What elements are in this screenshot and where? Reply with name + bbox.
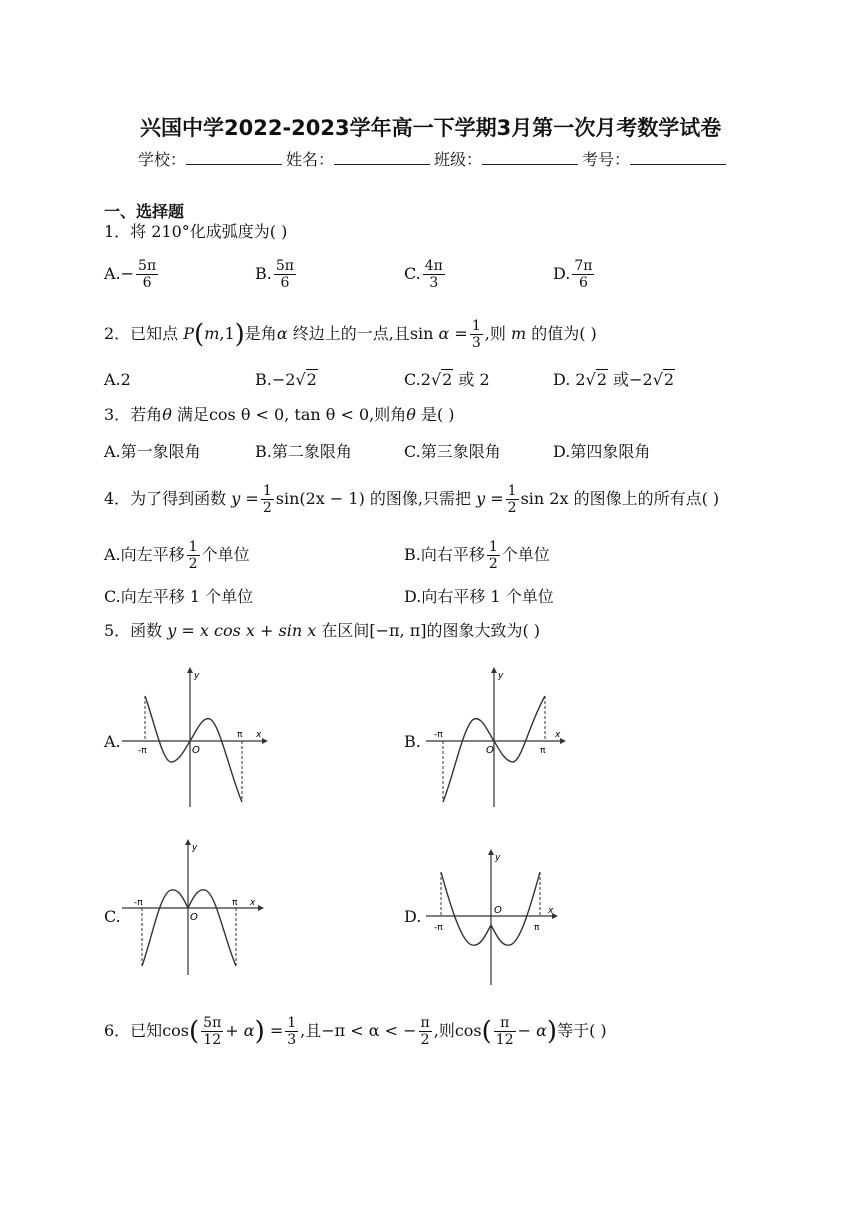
svg-text:x: x: [256, 730, 262, 740]
q2-option-d[interactable]: D. 2√2 或−2√2: [553, 370, 675, 389]
svg-text:π: π: [237, 730, 243, 740]
q5-option-d-label[interactable]: D.: [404, 907, 422, 926]
q2-option-b[interactable]: B.−2√2: [255, 370, 317, 389]
class-blank[interactable]: [482, 150, 578, 165]
svg-text:y: y: [192, 843, 198, 853]
q1-option-c[interactable]: C. $\frac{4\pi}{3}$: [404, 258, 443, 291]
svg-text:-π: -π: [134, 898, 143, 908]
name-blank[interactable]: [334, 150, 430, 165]
svg-text:π: π: [540, 746, 546, 756]
svg-text:-π: -π: [434, 923, 443, 933]
svg-text:π: π: [232, 898, 238, 908]
question-2-stem: 2．已知点 P(m,1)是角α 终边上的一点,且sin α = $\frac{1}{3}$ ,则 m 的值为( ): [104, 318, 597, 351]
q5-graph-d[interactable]: [424, 848, 574, 988]
q4-option-a[interactable]: A.向左平移 $\frac{1}{2}$ 个单位: [104, 539, 250, 572]
name-label: 姓名：: [286, 150, 335, 169]
svg-text:O: O: [494, 905, 502, 916]
number-blank[interactable]: [630, 150, 726, 165]
q5-graph-b[interactable]: [424, 664, 574, 809]
question-1-stem: 1．将 210°化成弧度为( ): [104, 222, 288, 241]
school-blank[interactable]: [186, 150, 282, 165]
svg-text:x: x: [548, 906, 554, 916]
q3-option-b[interactable]: B.第二象限角: [255, 442, 352, 461]
q1-option-b[interactable]: B. $\frac{5\pi}{6}$: [255, 258, 294, 291]
svg-text:-π: -π: [138, 746, 147, 756]
student-info-line: [138, 147, 730, 170]
svg-text:O: O: [190, 912, 198, 923]
class-label: 班级：: [434, 150, 483, 169]
svg-text:y: y: [495, 853, 501, 863]
svg-text:O: O: [192, 745, 200, 756]
q1-option-a[interactable]: A.− $\frac{5\pi}{6}$: [104, 258, 157, 291]
q2-option-c[interactable]: C.2√2 或 2: [404, 370, 490, 389]
question-5-stem: 5．函数 y = x cos x + sin x 在区间[−π, π]的图象大致为( ): [104, 621, 541, 640]
q3-option-a[interactable]: A.第一象限角: [104, 442, 201, 461]
q5-option-a-label[interactable]: A.: [104, 732, 121, 751]
number-label: 考号：: [582, 150, 631, 169]
page-title: 兴国中学2022-2023学年高一下学期3月第一次月考数学试卷: [140, 116, 722, 140]
svg-text:x: x: [555, 730, 561, 740]
svg-text:y: y: [194, 671, 200, 681]
q4-option-d[interactable]: D.向右平移 1 个单位: [404, 587, 554, 606]
q3-option-d[interactable]: D.第四象限角: [553, 442, 651, 461]
svg-text:O: O: [486, 745, 494, 756]
question-3-stem: 3．若角θ 满足cos θ < 0, tan θ < 0,则角θ 是( ): [104, 405, 455, 424]
q3-option-c[interactable]: C.第三象限角: [404, 442, 501, 461]
q5-graph-a[interactable]: [120, 664, 270, 809]
q1-option-d[interactable]: D. $\frac{7\pi}{6}$: [553, 258, 593, 291]
svg-text:-π: -π: [434, 730, 443, 740]
question-6-stem: 6．已知cos( $\frac{5\pi}{12}$ + α) = $\frac{1}{3}$ ,且−π < α < − $\frac{\pi}{2}$ ,则cos( $\frac{\pi}{12}$ − α)等于( ): [104, 1015, 607, 1048]
q5-graph-c[interactable]: [120, 838, 270, 978]
svg-text:y: y: [498, 671, 504, 681]
section-heading: 一、选择题: [104, 202, 185, 221]
school-label: 学校：: [138, 150, 187, 169]
svg-text:x: x: [250, 898, 256, 908]
q5-option-b-label[interactable]: B.: [404, 732, 421, 751]
q4-option-c[interactable]: C.向左平移 1 个单位: [104, 587, 254, 606]
question-4-stem: 4．为了得到函数 y = $\frac{1}{2}$ sin(2x − 1) 的图像,只需把 y = $\frac{1}{2}$ sin 2x 的图像上的所有点( ): [104, 483, 720, 516]
q5-option-c-label[interactable]: C.: [104, 907, 121, 926]
q2-option-a[interactable]: A.2: [104, 370, 131, 389]
svg-text:π: π: [534, 923, 540, 933]
q4-option-b[interactable]: B.向右平移 $\frac{1}{2}$ 个单位: [404, 539, 550, 572]
